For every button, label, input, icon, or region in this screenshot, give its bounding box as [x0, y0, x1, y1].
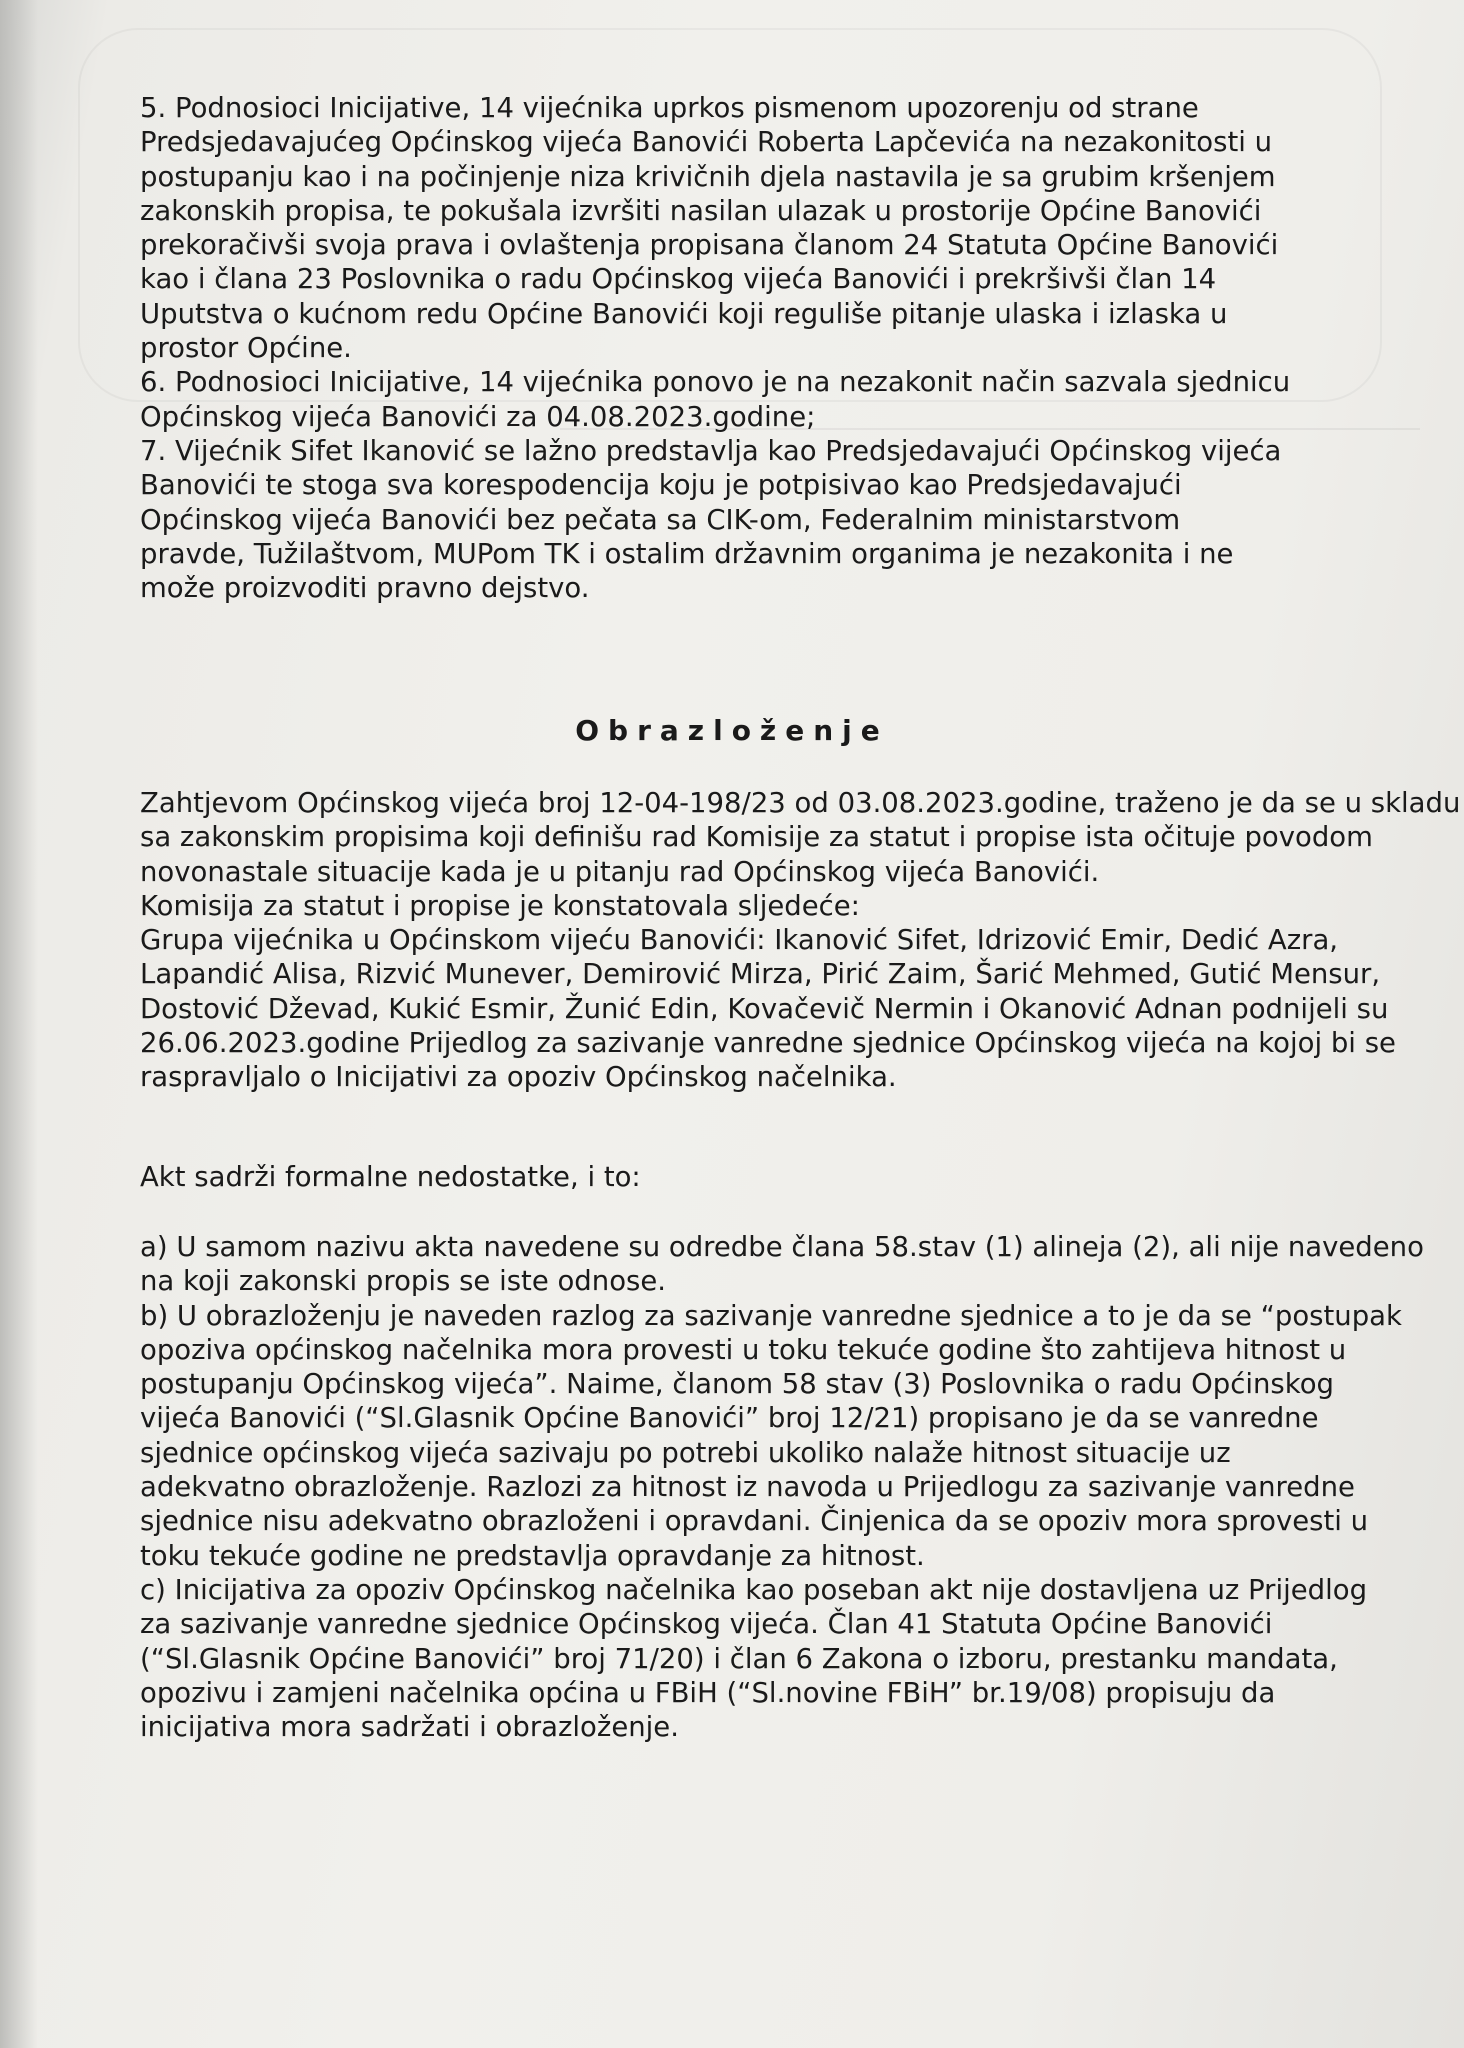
text-line: b) U obrazloženju je naveden razlog za sazivanje vanredne sjednice a to je da se “postupak — [140, 1299, 1402, 1332]
text-line: 26.06.2023.godine Prijedlog za sazivanje vanredne sjednice Općinskog vijeća na kojoj bi se — [140, 1027, 1396, 1060]
text-line: toku tekuće godine ne predstavlja opravdanje za hitnost. — [140, 1539, 925, 1572]
text-line: postupanju kao i na počinjenje niza krivičnih djela nastavila je sa grubim kršenjem — [140, 160, 1276, 193]
deficiencies-intro — [140, 1160, 641, 1194]
text-line: vijeća Banovići (“Sl.Glasnik Općine Banovići” broj 12/21) propisano je da se vanredne — [140, 1402, 1319, 1435]
text-line: zakonskih propisa, te pokušala izvršiti nasilan ulazak u prostorije Općine Banovići — [140, 194, 1262, 227]
text-line: c) Inicijativa za opoziv Općinskog načelnika kao poseban akt nije dostavljena uz Prijedlog — [140, 1573, 1368, 1606]
section-heading: Obrazloženje — [575, 714, 889, 747]
text-line: sa zakonskim propisima koji definišu rad Komisije za statut i propise ista očituje povodom — [140, 821, 1373, 854]
text-line: adekvatno obrazloženje. Razlozi za hitnost iz navoda u Prijedlogu za sazivanje vanredne — [140, 1471, 1355, 1504]
text-line: Lapandić Alisa, Rizvić Munever, Demirović Mirza, Pirić Zaim, Šarić Mehmed, Gutić Mensur, — [140, 958, 1381, 991]
text-line: Komisija za statut i propise je konstatovala sljedeće: — [140, 889, 860, 922]
text-line: Banovići te stoga sva korespodencija koju je potpisivao kao Predsjedavajući — [140, 469, 1182, 502]
text-line: može proizvoditi pravno dejstvo. — [140, 572, 590, 605]
text-line: Uputstva o kućnom redu Općine Banovići koji reguliše pitanje ulaska i izlaska u — [140, 297, 1228, 330]
text-line: Grupa vijećnika u Općinskom vijeću Banovići: Ikanović Sifet, Idrizović Emir, Dedić Azra, — [140, 924, 1339, 957]
text-line: za sazivanje vanredne sjednice Općinskog vijeća. Član 41 Statuta Općine Banovići — [140, 1608, 1273, 1641]
text-line: Dostović Dževad, Kukić Esmir, Žunić Edin, Kovačevič Nermin i Okanović Adnan podnijeli su — [140, 992, 1389, 1025]
text-line: Općinskog vijeća Banovići bez pečata sa CIK-om, Federalnim ministarstvom — [140, 503, 1181, 536]
text-line: Predsjedavajućeg Općinskog vijeća Banovići Roberta Lapčevića na nezakonitosti u — [140, 126, 1273, 159]
deficiencies-list — [140, 1230, 1424, 1744]
text-line: opoziva općinskog načelnika mora provesti u toku tekuće godine što zahtijeva hitnost u — [140, 1333, 1347, 1366]
points-list — [140, 91, 1290, 605]
text-line: prekoračivši svoja prava i ovlaštenja propisana članom 24 Statuta Općine Banovići — [140, 229, 1279, 262]
text-line: inicijativa mora sadržati i obrazloženje. — [140, 1711, 679, 1744]
text-line: postupanju Općinskog vijeća”. Naime, članom 58 stav (3) Poslovnika o radu Općinskog — [140, 1368, 1334, 1401]
text-line: prostor Općine. — [140, 332, 352, 365]
text-line: sjednice nisu adekvatno obrazloženi i opravdani. Činjenica da se opoziv mora sprovesti u — [140, 1505, 1369, 1538]
text-line: kao i člana 23 Poslovnika o radu Općinskog vijeća Banovići i prekršivši član 14 — [140, 263, 1217, 296]
text-line: 6. Podnosioci Inicijative, 14 vijećnika ponovo je na nezakonit način sazvala sjednicu — [140, 366, 1291, 399]
explanation-paragraph — [140, 786, 1460, 1095]
text-line: Općinskog vijeća Banovići za 04.08.2023.godine; — [140, 400, 816, 433]
text-line: (“Sl.Glasnik Općine Banovići” broj 71/20) i član 6 Zakona o izboru, prestanku mandata, — [140, 1642, 1338, 1675]
text-line: raspravljalo o Inicijativi za opoziv Općinskog načelnika. — [140, 1061, 897, 1094]
text-line: Zahtjevom Općinskog vijeća broj 12-04-198/23 od 03.08.2023.godine, traženo je da se u skladu — [140, 787, 1461, 819]
text-line: opozivu i zamjeni načelnika općina u FBiH (“Sl.novine FBiH” br.19/08) propisuju da — [140, 1676, 1276, 1709]
text-line: 7. Vijećnik Sifet Ikanović se lažno predstavlja kao Predsjedavajući Općinskog vijeća — [140, 434, 1282, 467]
text-line: pravde, Tužilaštvom, MUPom TK i ostalim državnim organima je nezakonita i ne — [140, 537, 1234, 570]
text-line: sjednice općinskog vijeća sazivaju po potrebi ukoliko nalaže hitnost situacije uz — [140, 1436, 1231, 1469]
text-line: na koji zakonski propis se iste odnose. — [140, 1265, 667, 1298]
text-line: Akt sadrži formalne nedostatke, i to: — [140, 1161, 641, 1193]
text-line: 5. Podnosioci Inicijative, 14 vijećnika uprkos pismenom upozorenju od strane — [140, 92, 1199, 124]
text-line: a) U samom nazivu akta navedene su odredbe člana 58.stav (1) alineja (2), ali nije navedeno — [140, 1231, 1424, 1263]
text-line: novonastale situacije kada je u pitanju rad Općinskog vijeća Banovići. — [140, 855, 1100, 888]
